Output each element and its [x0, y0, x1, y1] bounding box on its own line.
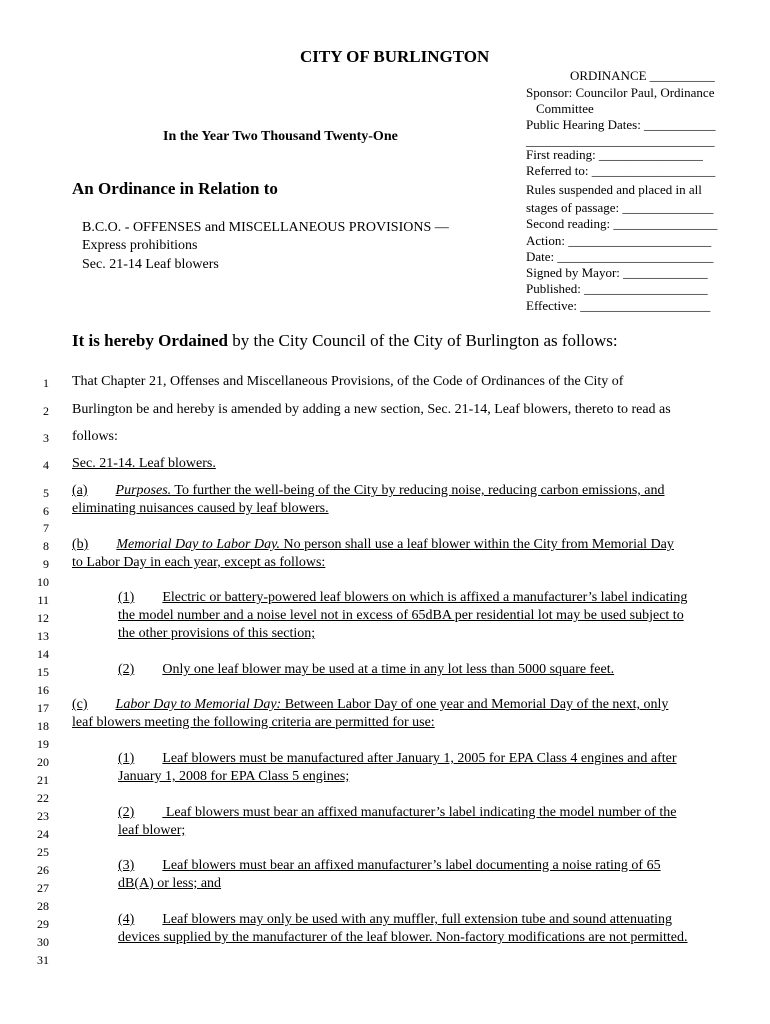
- item-c4: [118, 912, 672, 928]
- item-title: Purposes.: [115, 483, 172, 498]
- line-number: 25: [37, 845, 49, 859]
- published-line: Published: ___________________: [526, 281, 708, 296]
- topic-line: Express prohibitions: [82, 238, 198, 253]
- body-line: January 1, 2008 for EPA Class 5 engines;: [118, 769, 350, 784]
- item-text: Leaf blowers may only be used with any muffler, full extension tube and sound attenuating: [162, 912, 672, 927]
- line-number: 26: [37, 863, 49, 877]
- line-number: 11: [37, 593, 49, 607]
- line-number: 10: [37, 575, 49, 589]
- item-text: Leaf blowers must be manufactured after January 1, 2005 for EPA Class 4 engines and after: [162, 751, 677, 766]
- line-number: 28: [37, 899, 49, 913]
- ordained-bold: It is hereby Ordained: [72, 331, 229, 350]
- line-number: 17: [37, 701, 49, 715]
- item-text: To further the well-being of the City by reducing noise, reducing carbon emissions, and: [171, 483, 665, 498]
- line-number: 21: [37, 773, 49, 787]
- signed-line: Signed by Mayor: _____________: [526, 265, 708, 280]
- ordinance-number: ORDINANCE __________: [570, 68, 715, 83]
- item-label: (b): [72, 537, 89, 552]
- line-number: 20: [37, 755, 49, 769]
- item-label: (4): [118, 912, 135, 927]
- item-title: Labor Day to Memorial Day:: [115, 697, 282, 712]
- item-b2: [118, 662, 614, 678]
- body-line: eliminating nuisances caused by leaf blowers.: [72, 501, 329, 516]
- year-heading: In the Year Two Thousand Twenty-One: [163, 129, 398, 144]
- line-number: 7: [43, 521, 49, 535]
- line-number: 3: [43, 431, 49, 445]
- item-c2: [118, 805, 677, 821]
- line-number: 16: [37, 683, 49, 697]
- item-b1: [118, 590, 687, 606]
- second-reading-line: Second reading: ________________: [526, 216, 718, 231]
- line-number: 18: [37, 719, 49, 733]
- item-c3: [118, 858, 661, 874]
- subsection-a: [72, 483, 664, 499]
- line-number: 22: [37, 791, 49, 805]
- hearing-dates-line: Public Hearing Dates: ___________: [526, 117, 716, 132]
- body-line: Burlington be and hereby is amended by adding a new section, Sec. 21-14, Leaf blowers, thereto to read as: [72, 402, 671, 417]
- line-number: 1: [43, 376, 49, 390]
- line-number: 31: [37, 953, 49, 967]
- line-number: 13: [37, 629, 49, 643]
- item-label: (1): [118, 590, 135, 605]
- body-line: devices supplied by the manufacturer of the leaf blower. Non-factory modifications are not permitted.: [118, 930, 688, 945]
- line-number: 12: [37, 611, 49, 625]
- body-line: That Chapter 21, Offenses and Miscellaneous Provisions, of the Code of Ordinances of the City of: [72, 374, 624, 389]
- item-label: (2): [118, 662, 135, 677]
- rules-line: Rules suspended and placed in all: [526, 182, 702, 197]
- item-text: Electric or battery-powered leaf blowers on which is affixed a manufacturer’s label indicating: [162, 590, 688, 605]
- line-number: 30: [37, 935, 49, 949]
- ordinance-relation-heading: An Ordinance in Relation to: [72, 179, 278, 198]
- line-number: 19: [37, 737, 49, 751]
- hearing-dates-line: _____________________________: [526, 133, 715, 148]
- body-line: leaf blowers meeting the following criteria are permitted for use:: [72, 715, 435, 730]
- item-label: (3): [118, 858, 135, 873]
- line-number: 15: [37, 665, 49, 679]
- topic-line: Sec. 21-14 Leaf blowers: [82, 257, 219, 272]
- line-number: 29: [37, 917, 49, 931]
- action-line: Action: ______________________: [526, 233, 712, 248]
- effective-line: Effective: ____________________: [526, 298, 711, 313]
- item-title: Memorial Day to Labor Day.: [116, 537, 281, 552]
- date-line: Date: ________________________: [526, 249, 714, 264]
- item-label: (a): [72, 483, 88, 498]
- item-text: Between Labor Day of one year and Memorial Day of the next, only: [281, 697, 669, 712]
- first-reading-line: First reading: ________________: [526, 147, 703, 162]
- body-line: the model number and a noise level not in excess of 65dBA per residential lot may be used subject to: [118, 608, 684, 623]
- body-line: leaf blower;: [118, 823, 186, 838]
- subsection-b: [72, 537, 674, 553]
- item-c1: [118, 751, 677, 767]
- item-text: Leaf blowers must bear an affixed manufacturer’s label indicating the model number of the: [162, 805, 677, 820]
- section-heading: Sec. 21-14. Leaf blowers.: [72, 456, 216, 471]
- sponsor-line: Committee: [536, 101, 594, 116]
- ordained-clause: [72, 331, 618, 351]
- item-label: (c): [72, 697, 88, 712]
- line-number: 6: [43, 504, 49, 518]
- sponsor-line: Sponsor: Councilor Paul, Ordinance: [526, 85, 715, 100]
- topic-line: B.C.O. - OFFENSES and MISCELLANEOUS PROVISIONS —: [82, 220, 449, 235]
- document-title: CITY OF BURLINGTON: [300, 47, 490, 66]
- line-number: 4: [43, 458, 49, 472]
- body-line: to Labor Day in each year, except as follows:: [72, 555, 326, 570]
- subsection-c: [72, 697, 668, 713]
- item-text: Leaf blowers must bear an affixed manufacturer’s label documenting a noise rating of 65: [162, 858, 661, 873]
- line-number: 27: [37, 881, 49, 895]
- body-line: dB(A) or less; and: [118, 876, 222, 891]
- line-number: 8: [43, 539, 49, 553]
- item-text: No person shall use a leaf blower within the City from Memorial Day: [280, 537, 674, 552]
- line-number: 9: [43, 557, 49, 571]
- line-number: 14: [37, 647, 49, 661]
- rules-line: stages of passage: ______________: [526, 200, 714, 215]
- referred-line: Referred to: ___________________: [526, 163, 716, 178]
- ordained-rest: by the City Council of the City of Burlington as follows:: [228, 331, 618, 350]
- line-number: 24: [37, 827, 49, 841]
- item-label: (2): [118, 805, 135, 820]
- item-label: (1): [118, 751, 135, 766]
- item-text: Only one leaf blower may be used at a time in any lot less than 5000 square feet.: [162, 662, 615, 677]
- line-number: 5: [43, 486, 49, 500]
- body-line: the other provisions of this section;: [118, 626, 316, 641]
- line-number: 2: [43, 404, 49, 418]
- body-line: follows:: [72, 429, 118, 444]
- line-number: 23: [37, 809, 49, 823]
